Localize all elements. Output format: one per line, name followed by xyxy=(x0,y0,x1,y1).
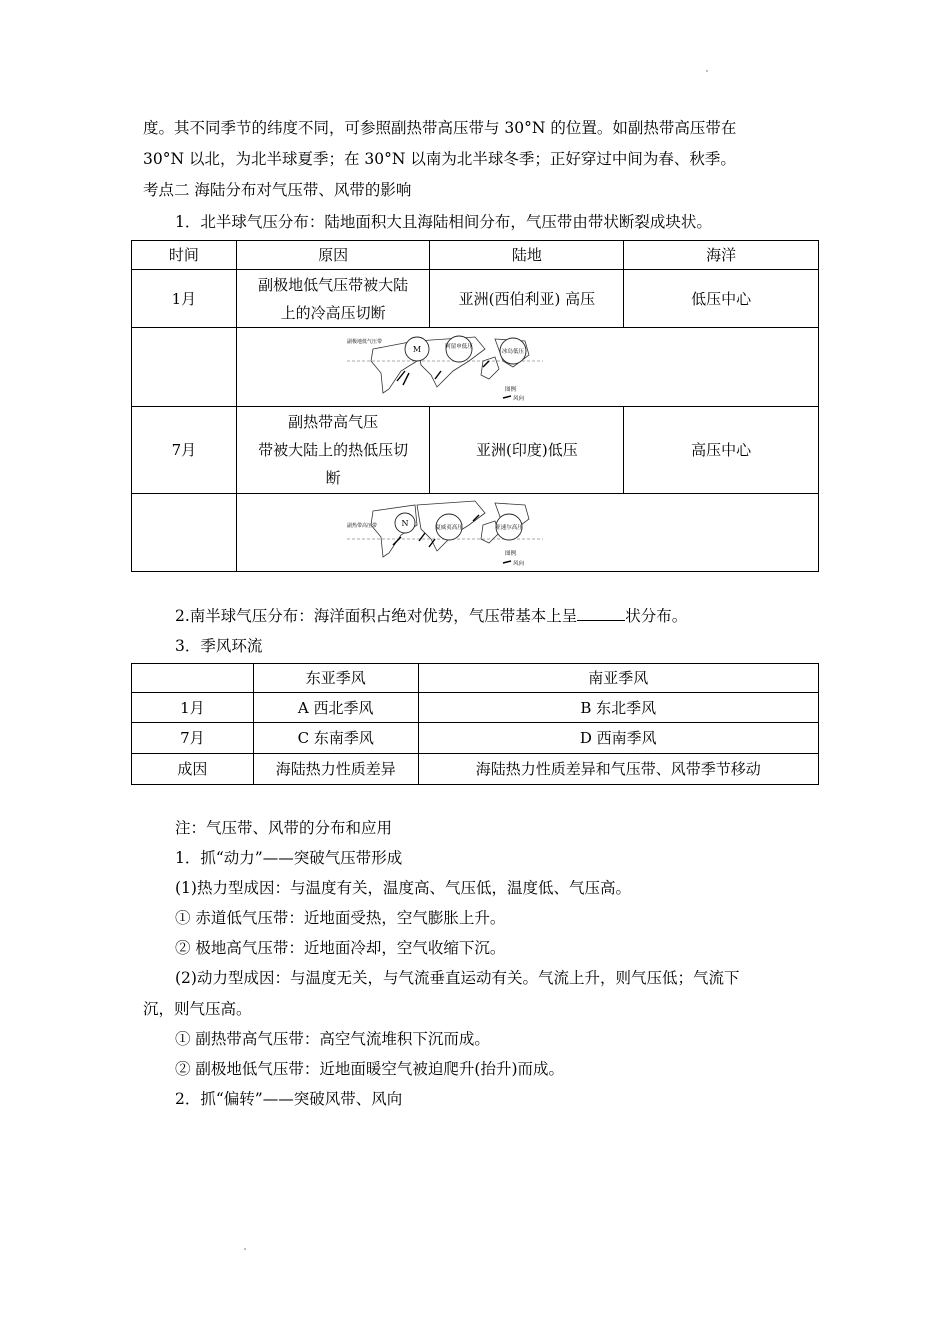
section-title: 考点二 海陆分布对气压带、风带的影响 xyxy=(143,181,412,199)
jan-map-empty xyxy=(132,328,237,407)
jan-ocean: 低压中心 xyxy=(624,270,819,328)
intro-line-2: 30°N 以北，为北半球夏季；在 30°N 以南为北半球冬季；正好穿过中间为春、秋季。 xyxy=(143,150,736,168)
jan-land: 亚洲(西伯利亚) 高压 xyxy=(430,270,624,328)
corner-mark-top xyxy=(706,70,708,72)
monsoon-row-label: 1月 xyxy=(132,693,254,723)
monsoon-header-blank xyxy=(132,664,254,693)
notes-line-4: ① 赤道低气压带：近地面受热，空气膨胀上升。 xyxy=(175,909,506,927)
jan-map-cell xyxy=(236,328,818,407)
map-label-subpolar-band: 副极地低气压带 xyxy=(346,339,382,345)
notes-line-6: (2)动力型成因：与温度无关，与气流垂直运动有关。气流上升，则气压低；气流下 xyxy=(175,969,740,987)
map-label-azores-high: 亚速尔高压 xyxy=(494,524,523,531)
header-land: 陆地 xyxy=(430,241,624,270)
monsoon-title: 3．季风环流 xyxy=(175,637,263,655)
monsoon-cell: 海陆热力性质差异和气压带、风带季节移动 xyxy=(418,754,818,785)
jul-map-cell xyxy=(236,494,818,572)
jan-time: 1月 xyxy=(132,270,237,328)
monsoon-cell: D 西南季风 xyxy=(418,723,818,754)
header-ocean: 海洋 xyxy=(624,241,819,270)
monsoon-cell: A 西北季风 xyxy=(253,693,418,723)
notes-line-2: 1．抓“动力”——突破气压带形成 xyxy=(175,849,403,867)
intro-line-1: 度。其不同季节的纬度不同，可参照副热带高压带与 30°N 的位置。如副热带高压带在 xyxy=(143,119,737,137)
nh-title: 1．北半球气压分布：陆地面积大且海陆相间分布，气压带由带状断裂成块状。 xyxy=(175,213,712,231)
pressure-table xyxy=(131,240,819,572)
notes-line-1: 注：气压带、风带的分布和应用 xyxy=(175,819,393,837)
monsoon-header-south-asia: 南亚季风 xyxy=(418,664,818,693)
monsoon-header-east-asia: 东亚季风 xyxy=(253,664,418,693)
notes-line-7: 沉，则气压高。 xyxy=(143,1000,252,1018)
map-legend-wind: 风向 xyxy=(512,396,524,402)
wind-arrow-icon xyxy=(503,396,511,398)
map-label-n: N xyxy=(401,518,409,528)
monsoon-cell: C 东南季风 xyxy=(253,723,418,754)
map-legend-title: 图例 xyxy=(504,550,516,557)
notes-line-9: ② 副极地低气压带：近地面暖空气被迫爬升(抬升)而成。 xyxy=(175,1060,565,1078)
wind-arrow-icon xyxy=(503,561,511,563)
monsoon-row-label: 成因 xyxy=(132,754,254,785)
notes-line-8: ① 副热带高气压带：高空气流堆积下沉而成。 xyxy=(175,1030,490,1048)
sh-text: 2.南半球气压分布：海洋面积占绝对优势，气压带基本上呈 状分布。 xyxy=(175,607,688,625)
monsoon-table xyxy=(131,663,819,785)
map-legend-title: 图例 xyxy=(504,387,516,393)
jan-reason: 副极地低气压带被大陆 上的冷高压切断 xyxy=(236,270,430,328)
notes-line-5: ② 极地高气压带：近地面冷却，空气收缩下沉。 xyxy=(175,939,506,957)
notes-line-3: (1)热力型成因：与温度有关，温度高、气压低，温度低、气压高。 xyxy=(175,879,631,897)
july-pressure-map xyxy=(345,497,545,569)
monsoon-row-label: 7月 xyxy=(132,723,254,754)
monsoon-cell: 海陆热力性质差异 xyxy=(253,754,418,785)
monsoon-cell: B 东北季风 xyxy=(418,693,818,723)
jul-reason: 副热带高气压 带被大陆上的热低压切 断 xyxy=(236,407,430,494)
map-label-m: M xyxy=(412,345,421,354)
corner-mark-bottom xyxy=(244,1248,246,1250)
notes-line-10: 2．抓“偏转”——突破风带、风向 xyxy=(175,1090,403,1108)
january-pressure-map xyxy=(345,331,545,403)
header-time: 时间 xyxy=(132,241,237,270)
jul-land: 亚洲(印度)低压 xyxy=(430,407,624,494)
map-label-hawaii-high: 夏威夷高压 xyxy=(434,524,463,531)
jul-time: 7月 xyxy=(132,407,237,494)
jul-ocean: 高压中心 xyxy=(624,407,819,494)
jul-map-empty xyxy=(132,494,237,572)
map-label-subtropical-band: 副热带高压带 xyxy=(346,522,377,529)
map-label-aleutian-low: 阿留申低压 xyxy=(444,344,473,350)
fill-in-blank[interactable] xyxy=(577,606,625,621)
map-label-iceland-low: 冰岛低压 xyxy=(501,349,524,355)
header-reason: 原因 xyxy=(236,241,430,270)
map-legend-wind: 风向 xyxy=(512,560,524,567)
